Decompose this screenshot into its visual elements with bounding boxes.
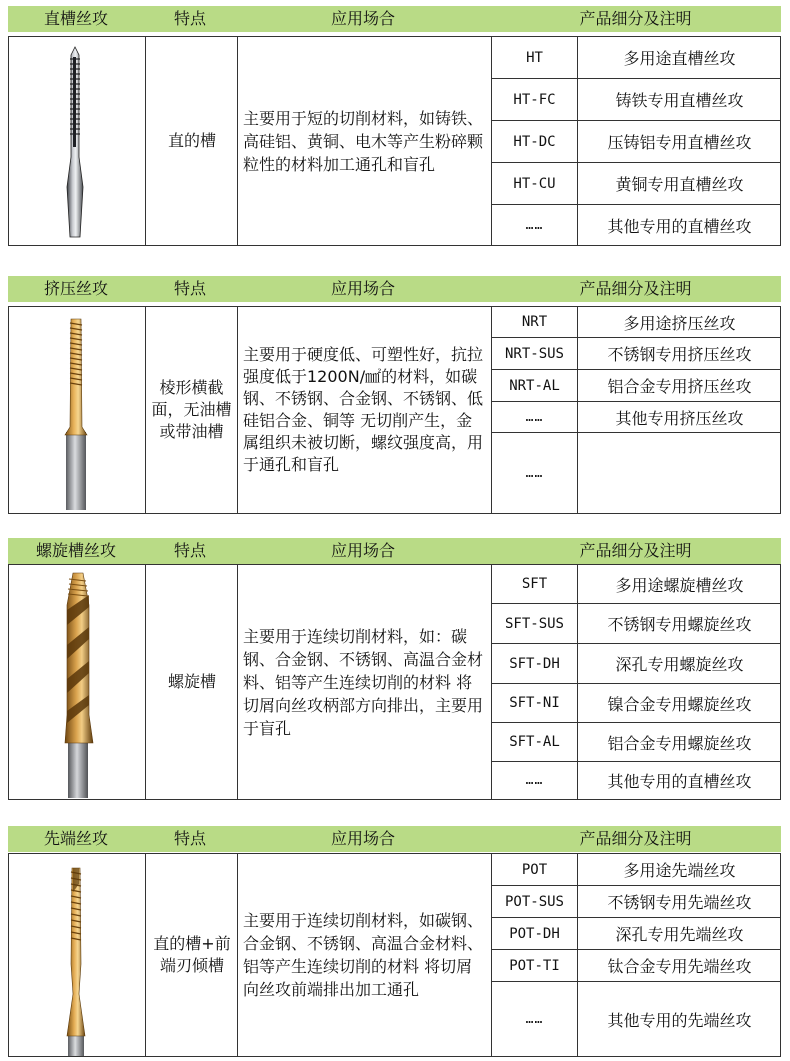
- application-header: 应用场合: [330, 279, 395, 298]
- tap-type-title: 螺旋槽丝攻: [35, 541, 116, 560]
- product-code: HT: [526, 49, 543, 66]
- products-header: 产品细分及注明: [579, 279, 692, 298]
- application-header: 应用场合: [330, 9, 395, 28]
- feature-text: 直的槽: [145, 37, 238, 245]
- product-row: [492, 432, 781, 513]
- section-header: [8, 826, 781, 852]
- feature-header: 特点: [173, 541, 206, 560]
- forming-tap-image: [9, 307, 145, 513]
- spiral-point-tap-image: [9, 854, 145, 1056]
- product-row: [492, 917, 781, 949]
- tap-type-title: 挤压丝攻: [43, 279, 108, 298]
- product-code: HT-CU: [513, 175, 556, 192]
- spiral-flute-tap-image: [9, 565, 145, 799]
- product-row: [492, 307, 781, 337]
- application-text: 主要用于连续切削材料，如：碳钢、合金钢、不锈钢、高温合金材料、铝等产生连续切削的材料 将切屑向丝攻柄部方向排出，主要用于盲孔: [237, 565, 489, 799]
- product-desc: 压铸铝专用直槽丝攻: [577, 121, 781, 162]
- product-code: ……: [525, 465, 544, 481]
- tap-type-title: 先端丝攻: [43, 829, 108, 848]
- products-cell: [491, 565, 781, 799]
- application-text: 主要用于连续切削材料，如碳钢、合金钢、不锈钢、高温合金材料、铝等产生连续切削的材料 将切屑向丝攻前端排出加工通孔: [237, 854, 489, 1056]
- section-header: [8, 276, 781, 302]
- feature-header: 特点: [173, 9, 206, 28]
- product-row: [492, 369, 781, 401]
- product-code: POT-DH: [509, 925, 560, 942]
- product-code: NRT-AL: [509, 377, 560, 394]
- product-desc: 多用途挤压丝攻: [577, 307, 781, 337]
- tap-image-cell: [9, 565, 145, 799]
- product-desc: [577, 433, 781, 513]
- product-code: POT-SUS: [504, 893, 564, 910]
- section-header: [8, 538, 781, 564]
- product-desc: 黄铜专用直槽丝攻: [577, 163, 781, 204]
- product-row: [492, 683, 781, 722]
- product-row: [492, 885, 781, 917]
- section-header: [8, 6, 781, 32]
- product-desc: 多用途螺旋槽丝攻: [577, 565, 781, 603]
- product-desc: 其他专用的直槽丝攻: [577, 762, 781, 799]
- product-desc: 铝合金专用螺旋丝攻: [577, 723, 781, 761]
- product-row: [492, 337, 781, 369]
- products-cell: [491, 854, 781, 1056]
- product-code: POT-TI: [509, 957, 560, 974]
- product-code: SFT-DH: [509, 655, 560, 672]
- product-desc: 铸铁专用直槽丝攻: [577, 79, 781, 120]
- product-code: ……: [525, 1011, 544, 1027]
- product-desc: 多用途直槽丝攻: [577, 37, 781, 78]
- feature-text: 直的槽+前端刃倾槽: [145, 854, 238, 1056]
- application-header: 应用场合: [330, 541, 395, 560]
- product-desc: 其他专用的直槽丝攻: [577, 205, 781, 245]
- section-spiral-point-tap: [8, 826, 781, 1058]
- products-header: 产品细分及注明: [579, 541, 692, 560]
- section-forming-tap: [8, 276, 781, 516]
- product-row: [492, 761, 781, 799]
- product-code: SFT: [521, 576, 548, 592]
- feature-header: 特点: [173, 279, 206, 298]
- product-row: [492, 603, 781, 643]
- section-body: [8, 36, 781, 246]
- product-row: [492, 204, 781, 245]
- product-code: ……: [525, 409, 544, 425]
- product-desc: 不锈钢专用螺旋丝攻: [577, 604, 781, 643]
- product-row: [492, 643, 781, 683]
- product-row: [492, 37, 781, 78]
- products-header: 产品细分及注明: [579, 9, 692, 28]
- product-desc: 钛合金专用先端丝攻: [577, 950, 781, 981]
- product-row: [492, 722, 781, 761]
- product-code: SFT-NI: [509, 695, 560, 711]
- section-body: [8, 306, 781, 514]
- product-desc: 深孔专用先端丝攻: [577, 918, 781, 949]
- product-code: POT: [521, 861, 548, 878]
- product-desc: 镍合金专用螺旋丝攻: [577, 684, 781, 722]
- products-cell: [491, 307, 781, 513]
- product-code: ……: [525, 217, 544, 233]
- application-text: 主要用于硬度低、可塑性好，抗拉强度低于1200N/㎟的材料，如碳钢、不锈钢、合金钢、不锈钢、低硅铝合金、铜等 无切削产生，金属组织未被切断，螺纹强度高，用于通孔和盲孔: [237, 307, 489, 513]
- product-desc: 铝合金专用挤压丝攻: [577, 370, 781, 401]
- product-code: SFT-AL: [509, 734, 560, 750]
- product-code: NRT-SUS: [504, 345, 564, 362]
- product-desc: 多用途先端丝攻: [577, 854, 781, 885]
- product-desc: 不锈钢专用先端丝攻: [577, 886, 781, 917]
- product-row: [492, 78, 781, 120]
- tap-image-cell: [9, 307, 145, 513]
- product-row: [492, 120, 781, 162]
- application-text: 主要用于短的切削材料，如铸铁、高硅铝、黄铜、电木等产生粉碎颗粒性的材料加工通孔和盲孔: [237, 37, 489, 245]
- section-body: [8, 853, 781, 1057]
- product-row: [492, 162, 781, 204]
- tap-image-cell: [9, 854, 145, 1056]
- product-row: [492, 565, 781, 603]
- application-header: 应用场合: [330, 829, 395, 848]
- feature-text: 棱形横截面，无油槽或带油槽: [145, 307, 237, 513]
- section-straight-flute-tap: [8, 6, 781, 248]
- product-code: HT-DC: [513, 133, 556, 150]
- product-code: ……: [525, 773, 544, 788]
- product-desc: 深孔专用螺旋丝攻: [577, 644, 781, 683]
- section-spiral-flute-tap: [8, 538, 781, 802]
- product-row: [492, 854, 781, 885]
- product-code: NRT: [521, 314, 548, 330]
- straight-flute-tap-image: [9, 37, 145, 245]
- product-desc: 其他专用挤压丝攻: [577, 402, 781, 432]
- tap-type-title: 直槽丝攻: [43, 9, 108, 28]
- product-desc: 其他专用的先端丝攻: [577, 982, 781, 1056]
- product-row: [492, 981, 781, 1056]
- product-row: [492, 949, 781, 981]
- products-header: 产品细分及注明: [579, 829, 692, 848]
- products-cell: [491, 37, 781, 245]
- section-body: [8, 564, 781, 800]
- product-code: SFT-SUS: [504, 615, 564, 632]
- feature-header: 特点: [173, 829, 206, 848]
- feature-text: 螺旋槽: [145, 565, 238, 799]
- tap-image-cell: [9, 37, 145, 245]
- product-desc: 不锈钢专用挤压丝攻: [577, 338, 781, 369]
- product-code: HT-FC: [513, 91, 556, 108]
- product-row: [492, 401, 781, 432]
